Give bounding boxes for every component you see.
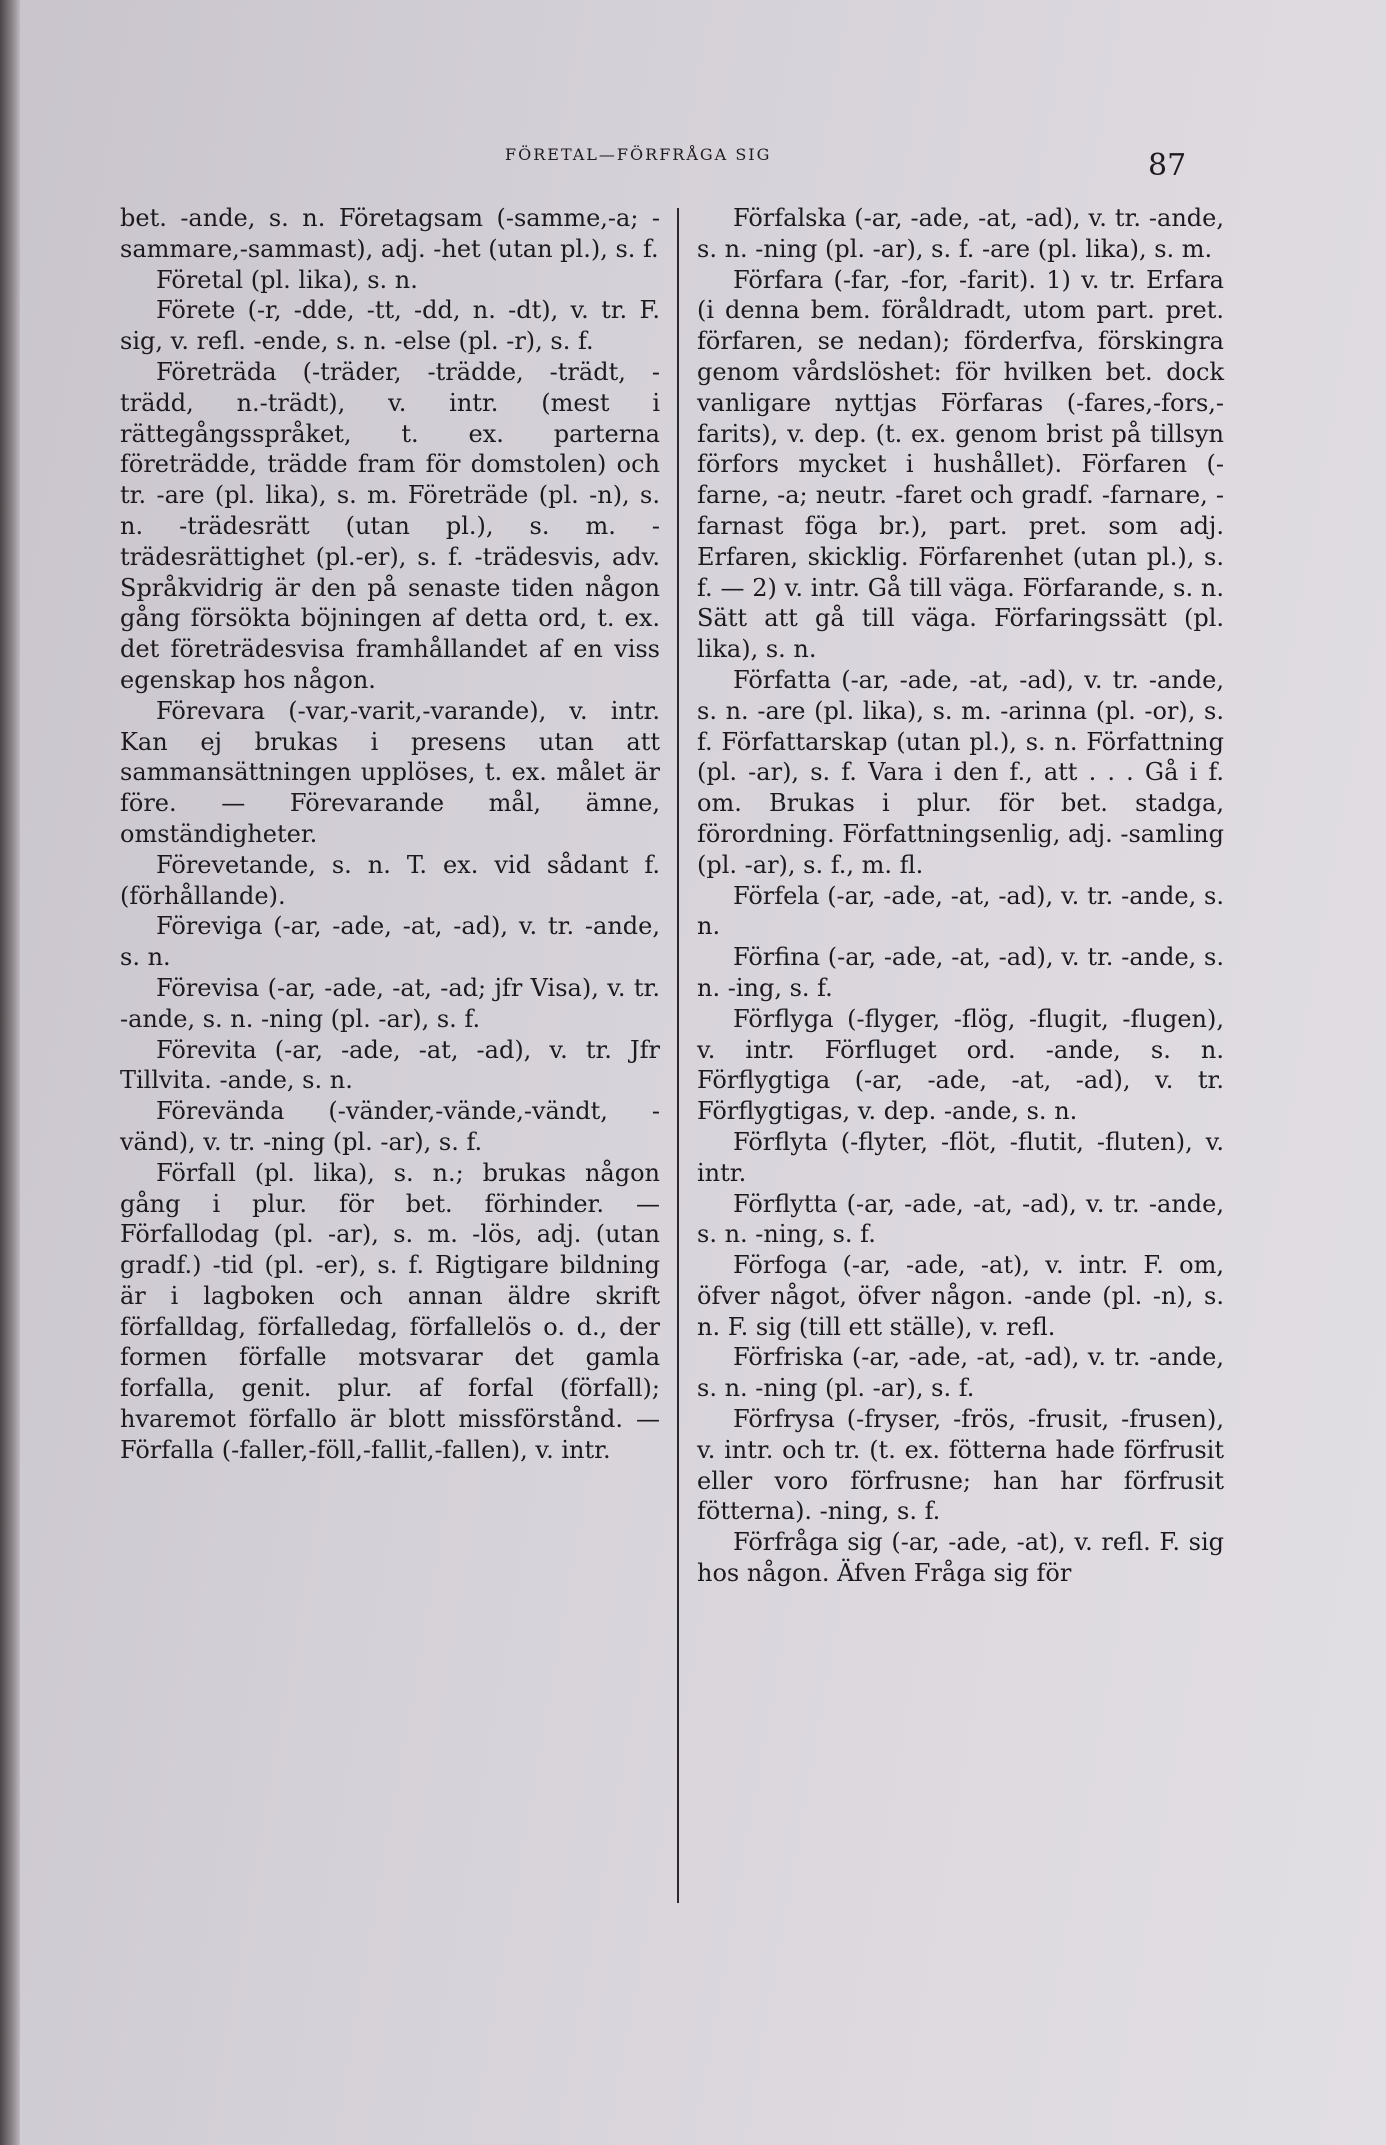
- entry-forevita: Förevita (-ar, -ade, -at, -ad), v. tr. Jfr Tillvita. -ande, s. n.: [120, 1035, 660, 1095]
- running-header: FÖRETAL—FÖRFRÅGA SIG: [505, 145, 772, 164]
- column-divider: [677, 208, 679, 1903]
- entry-forfatta: Författa (-ar, -ade, -at, -ad), v. tr. -ande, s. n. -are (pl. lika), s. m. -arinna (pl. -or), s. f. Författarskap (utan pl.), s. n. Författning (pl. -ar), s. f. Vara i den f., att . . . Gå i f. om. Brukas i plur. för bet. stadga, förordning. Författningsenlig, adj. -samling (pl. -ar), s. f., m. fl.: [697, 665, 1224, 879]
- entry-forfalska: Förfalska (-ar, -ade, -at, -ad), v. tr. -ande, s. n. -ning (pl. -ar), s. f. -are (pl. lika), s. m.: [697, 204, 1224, 263]
- entry-foreviga: Föreviga (-ar, -ade, -at, -ad), v. tr. -ande, s. n.: [120, 912, 660, 972]
- entry-forflytta: Förflytta (-ar, -ade, -at, -ad), v. tr. -ande, s. n. -ning, s. f.: [697, 1189, 1224, 1249]
- entry-forevanda: Förevända (-vänder,-vände,-vändt, -vänd), v. tr. -ning (pl. -ar), s. f.: [120, 1097, 660, 1156]
- entry-forfela: Förfela (-ar, -ade, -at, -ad), v. tr. -ande, s. n.: [697, 881, 1224, 941]
- right-column: [697, 203, 1224, 1589]
- entry-forevisa: Förevisa (-ar, -ade, -at, -ad; jfr Visa), v. tr. -ande, s. n. -ning (pl. -ar), s. f.: [120, 973, 660, 1033]
- entry-forevara: Förevara (-var,-varit,-varande), v. intr. Kan ej brukas i presens utan att sammansättningen upplöses, t. ex. målet är före. — Förevarande mål, ämne, omständigheter.: [120, 696, 660, 848]
- entry-bet-ande: bet. -ande, s. n. Företagsam (-samme,-a; -sammare,-sammast), adj. -het (utan pl.), s. f.: [120, 204, 660, 263]
- entry-forete: Förete (-r, -dde, -tt, -dd, n. -dt), v. tr. F. sig, v. refl. -ende, s. n. -else (pl. -r), s. f.: [120, 296, 660, 356]
- entry-forfoga: Förfoga (-ar, -ade, -at), v. intr. F. om, öfver något, öfver någon. -ande (pl. -n), s. n. F. sig (till ett ställe), v. refl.: [697, 1251, 1224, 1341]
- entry-forfall: Förfall (pl. lika), s. n.; brukas någon gång i plur. för bet. förhinder. — Förfallodag (pl. -ar), s. m. -lös, adj. (utan gradf.) -tid (pl. -er), s. f. Rigtigare bildning är i lagboken och annan äldre skrift förfalldag, förfalledag, förfallelös o. d., der formen förfalle motsvarar det gamla forfalla, genit. plur. af forfal (förfall); hvaremot förfallo är blott missförstånd. — Förfalla (-faller,-föll,-fallit,-fallen), v. intr.: [120, 1158, 660, 1464]
- entry-foretrada: Företräda (-träder, -trädde, -trädt, -trädd, n.-trädt), v. intr. (mest i rättegångsspråket, t. ex. parterna företrädde, trädde fram för domstolen) och tr. -are (pl. lika), s. m. Företräde (pl. -n), s. n. -trädesrätt (utan pl.), s. m. -trädesrättighet (pl.-er), s. f. -trädesvis, adv. Språkvidrig är den på senaste tiden någon gång försökta böjningen af detta ord, t. ex. det företrädesvisa framhållandet af en viss egenskap hos någon.: [120, 357, 660, 694]
- entry-foretal: Företal (pl. lika), s. n.: [156, 265, 418, 294]
- entry-forflyga: Förflyga (-flyger, -flög, -flugit, -flugen), v. intr. Förfluget ord. -ande, s. n. Förflygtiga (-ar, -ade, -at, -ad), v. tr. Förflygtigas, v. dep. -ande, s. n.: [697, 1004, 1224, 1126]
- entry-forevetande: Förevetande, s. n. T. ex. vid sådant f. (förhållande).: [120, 850, 660, 910]
- left-column: [120, 203, 660, 1466]
- book-spine-shadow: [0, 0, 20, 2145]
- entry-forfraga-sig: Förfråga sig (-ar, -ade, -at), v. refl. F. sig hos någon. Äfven Fråga sig för: [697, 1528, 1224, 1588]
- entry-forfriska: Förfriska (-ar, -ade, -at, -ad), v. tr. -ande, s. n. -ning (pl. -ar), s. f.: [697, 1343, 1224, 1403]
- entry-forfina: Förfina (-ar, -ade, -at, -ad), v. tr. -ande, s. n. -ing, s. f.: [697, 943, 1224, 1002]
- entry-forfrysa: Förfrysa (-fryser, -frös, -frusit, -frusen), v. intr. och tr. (t. ex. fötterna hade förfrusit eller voro förfrusne; han har förfrusit fötterna). -ning, s. f.: [697, 1405, 1224, 1526]
- page-number: 87: [1148, 148, 1187, 183]
- entry-forflyta: Förflyta (-flyter, -flöt, -flutit, -fluten), v. intr.: [697, 1127, 1224, 1187]
- entry-forfara: Förfara (-far, -for, -farit). 1) v. tr. Erfara (i denna bem. föråldradt, utom part. pret. förfaren, se nedan); förderfva, förskingra genom vårdslöshet: för hvilken bet. dock vanligare nyttjas Förfaras (-fares,-fors,-farits), v. dep. (t. ex. genom brist på tillsyn förfors mycket i hushållet). Förfaren (-farne, -a; neutr. -faret och gradf. -farnare, -farnast föga br.), part. pret. som adj. Erfaren, skicklig. Förfarenhet (utan pl.), s. f. — 2) v. intr. Gå till väga. Förfarande, s. n. Sätt att gå till väga. Förfaringssätt (pl. lika), s. n.: [697, 265, 1224, 664]
